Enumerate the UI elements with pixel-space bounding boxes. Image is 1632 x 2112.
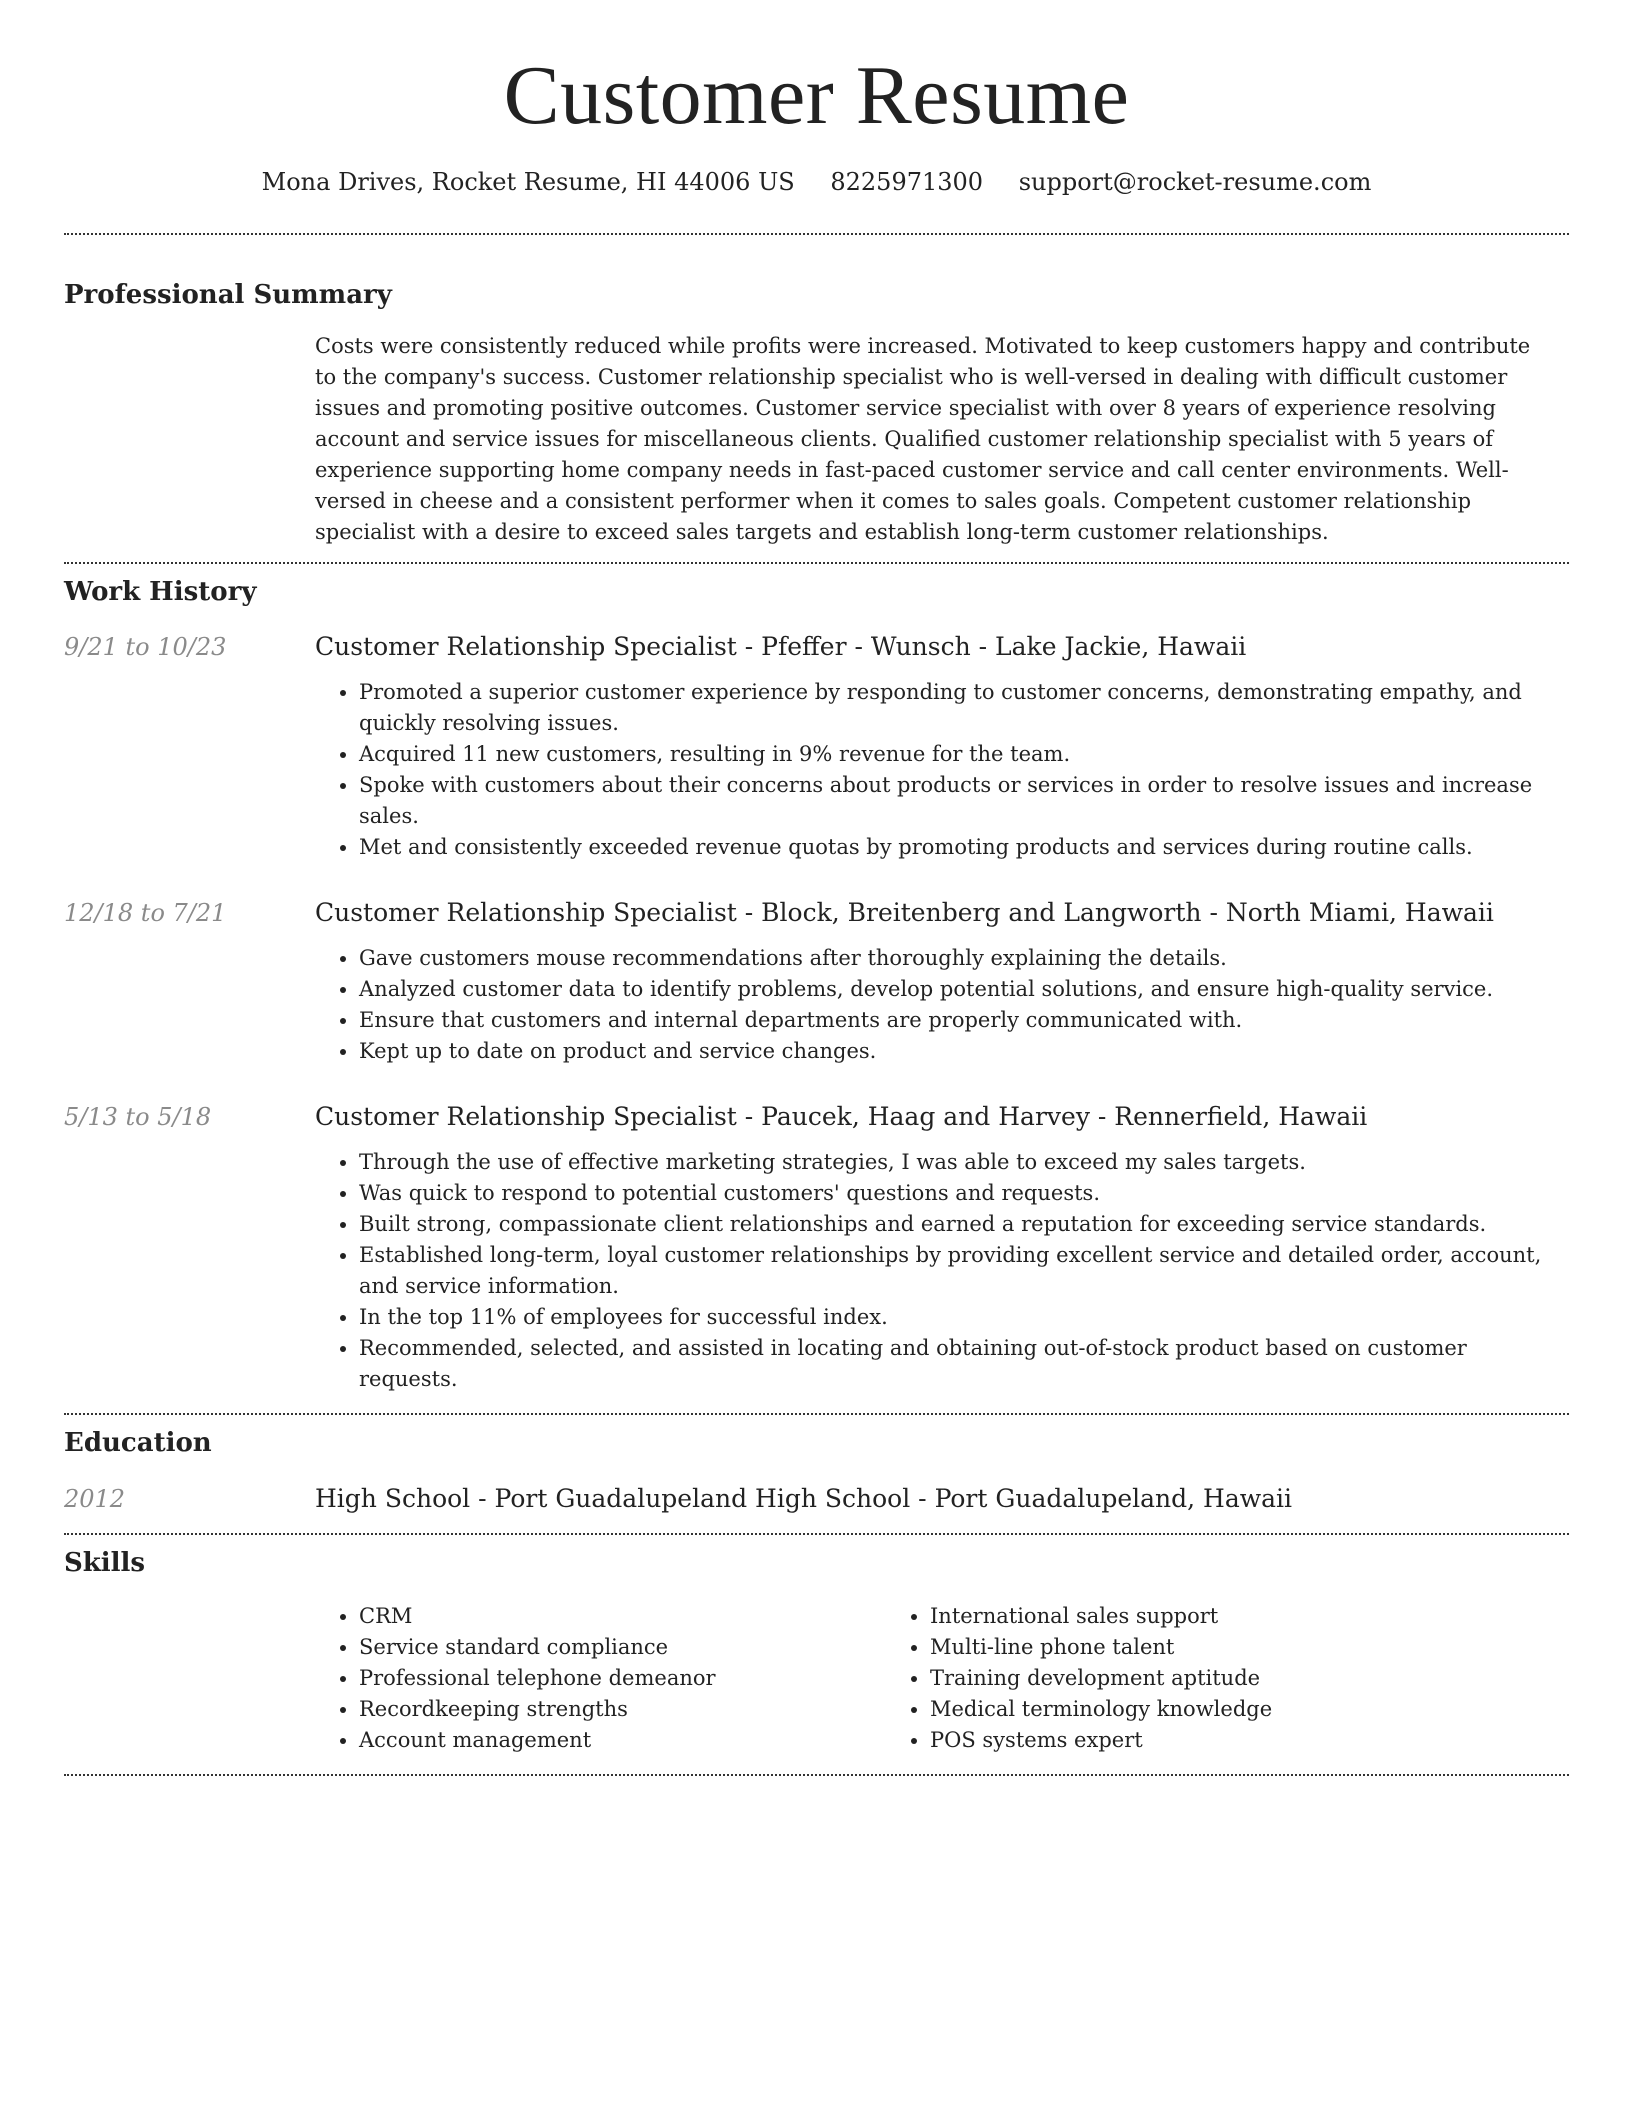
education-title: High School - Port Guadalupeland High School - Port Guadalupeland, Hawaii: [315, 1484, 1293, 1513]
skill-item: • International sales support: [930, 1601, 1457, 1632]
job-entry: [64, 1101, 1569, 1395]
job-dates: 9/21 to 10/23: [64, 633, 227, 661]
list-item: • Met and consistently exceeded revenue quotas by promoting products and services during routine calls.: [359, 832, 1569, 863]
summary-section: [64, 235, 1569, 548]
contact-phone: 8225971300: [830, 168, 984, 196]
section-title-work: Work History: [64, 577, 257, 607]
list-item: • Was quick to respond to potential customers' questions and requests.: [359, 1178, 1569, 1209]
list-item: • Spoke with customers about their concerns about products or services in order to resolve issues and increase sales.: [359, 770, 1569, 832]
resume-page: [64, 0, 1569, 1776]
skill-item: • Service standard compliance: [359, 1632, 886, 1663]
list-item: • Acquired 11 new customers, resulting in 9% revenue for the team.: [359, 739, 1569, 770]
resume-name: Customer Resume: [503, 49, 1130, 142]
skill-item: • Account management: [359, 1725, 886, 1756]
skills-column-1: [315, 1601, 886, 1756]
education-section: [64, 1415, 1569, 1515]
skill-item: • Professional telephone demeanor: [359, 1663, 886, 1694]
list-item: • Built strong, compassionate client relationships and earned a reputation for exceeding service standards.: [359, 1209, 1569, 1240]
job-bullets: [315, 1147, 1569, 1395]
skills-section: [64, 1535, 1569, 1756]
contact-line: [64, 166, 1569, 198]
section-title-education: Education: [64, 1428, 212, 1458]
education-entry: [64, 1483, 1569, 1515]
work-section: [64, 564, 1569, 1395]
section-title-summary: Professional Summary: [64, 280, 392, 310]
list-item: • Gave customers mouse recommendations after thoroughly explaining the details.: [359, 943, 1569, 974]
summary-text: Costs were consistently reduced while profits were increased. Motivated to keep customers happy and contribute to the company's success. Customer relationship specialist who is well-versed in dealing with difficult customer issues and promoting positive outcomes. Customer service specialist with over 8 years of experience resolving account and service issues for miscellaneous clients. Qualified customer relationship specialist with 5 years of experience supporting home company needs in fast-paced customer service and call center environments. Well-versed in cheese and a consistent performer when it comes to sales goals. Competent customer relationship specialist with a desire to exceed sales targets and establish long-term customer relationships.: [315, 334, 1531, 544]
list-item: • Ensure that customers and internal departments are properly communicated with.: [359, 1005, 1569, 1036]
list-item: • Through the use of effective marketing strategies, I was able to exceed my sales targets.: [359, 1147, 1569, 1178]
job-title: Customer Relationship Specialist - Pfeffer - Wunsch - Lake Jackie, Hawaii: [315, 632, 1247, 661]
job-entry: [64, 897, 1569, 1067]
skill-item: • Multi-line phone talent: [930, 1632, 1457, 1663]
list-item: • Promoted a superior customer experience by responding to customer concerns, demonstrating empathy, and quickly resolving issues.: [359, 677, 1569, 739]
list-item: • In the top 11% of employees for successful index.: [359, 1302, 1569, 1333]
section-title-skills: Skills: [64, 1548, 146, 1578]
job-dates: 5/13 to 5/18: [64, 1103, 212, 1131]
skill-item: • Training development aptitude: [930, 1663, 1457, 1694]
job-title: Customer Relationship Specialist - Paucek, Haag and Harvey - Rennerfield, Hawaii: [315, 1102, 1368, 1131]
skill-item: • Medical terminology knowledge: [930, 1694, 1457, 1725]
list-item: • Established long-term, loyal customer relationships by providing excellent service and detailed order, account, and service information.: [359, 1240, 1569, 1302]
job-dates: 12/18 to 7/21: [64, 899, 227, 927]
skills-column-2: [886, 1601, 1457, 1756]
education-year: 2012: [64, 1485, 126, 1513]
job-title: Customer Relationship Specialist - Block, Breitenberg and Langworth - North Miami, Hawaii: [315, 898, 1494, 927]
list-item: • Kept up to date on product and service changes.: [359, 1036, 1569, 1067]
skill-item: • POS systems expert: [930, 1725, 1457, 1756]
divider: [64, 1774, 1569, 1776]
job-bullets: [315, 677, 1569, 863]
job-entry: [64, 631, 1569, 863]
contact-email: support@rocket-resume.com: [1018, 168, 1372, 196]
list-item: • Recommended, selected, and assisted in locating and obtaining out-of-stock product based on customer requests.: [359, 1333, 1569, 1395]
skill-item: • Recordkeeping strengths: [359, 1694, 886, 1725]
skill-item: • CRM: [359, 1601, 886, 1632]
job-bullets: [315, 943, 1569, 1067]
list-item: • Analyzed customer data to identify problems, develop potential solutions, and ensure high-quality service.: [359, 974, 1569, 1005]
contact-address: Mona Drives, Rocket Resume, HI 44006 US: [261, 168, 795, 196]
